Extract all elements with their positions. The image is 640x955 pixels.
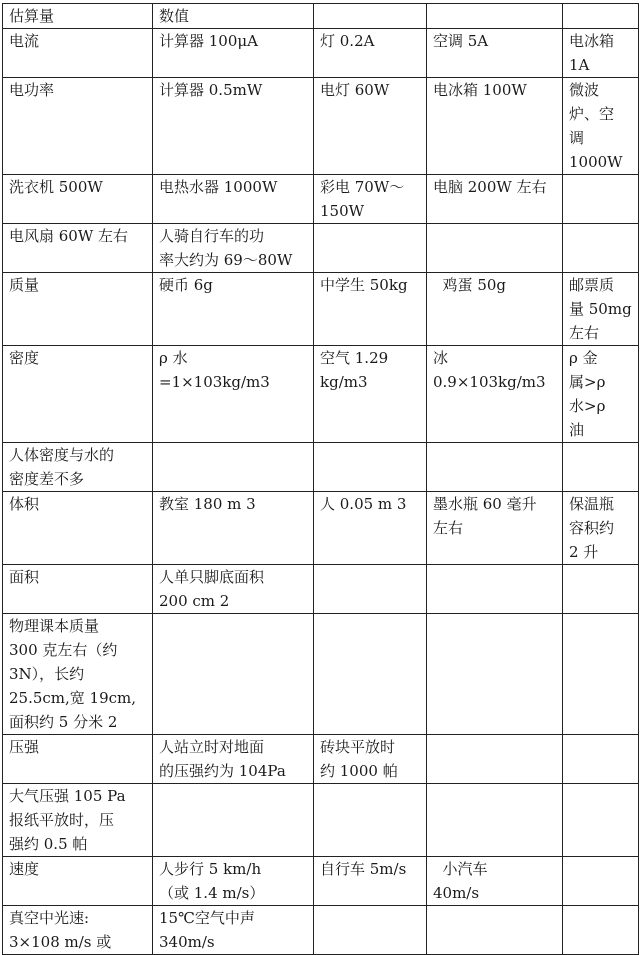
table-cell: ρ 水 =1×103kg/m3 <box>153 346 314 443</box>
table-cell: 空调 5A <box>427 29 563 78</box>
table-cell: 电灯 60W <box>314 78 427 175</box>
table-row <box>3 565 639 614</box>
table-cell: 密度 <box>3 346 153 443</box>
table-cell <box>563 175 639 224</box>
table-cell: 小汽车 40m/s <box>427 857 563 906</box>
table-cell: 灯 0.2A <box>314 29 427 78</box>
table-row <box>3 735 639 784</box>
table-cell <box>153 614 314 735</box>
table-cell <box>563 857 639 906</box>
table-cell <box>427 565 563 614</box>
table-cell: 计算器 0.5mW <box>153 78 314 175</box>
table-cell <box>427 614 563 735</box>
table-row <box>3 273 639 346</box>
table-cell <box>314 443 427 492</box>
table-row <box>3 784 639 857</box>
table-cell: 自行车 5m/s <box>314 857 427 906</box>
table-cell: 空气 1.29 kg/m3 <box>314 346 427 443</box>
table-cell: 体积 <box>3 492 153 565</box>
table-cell <box>427 784 563 857</box>
table-cell <box>314 4 427 29</box>
table-cell: 电冰箱 100W <box>427 78 563 175</box>
table-cell: 硬币 6g <box>153 273 314 346</box>
table-cell <box>314 224 427 273</box>
table-cell <box>153 784 314 857</box>
table-cell: 电脑 200W 左右 <box>427 175 563 224</box>
table-body <box>3 4 639 955</box>
table-cell: 物理课本质量 300 克左右（约 3N），长约 25.5cm,宽 19cm, 面积约 5 分米 2 <box>3 614 153 735</box>
table-cell: 数值 <box>153 4 314 29</box>
table-cell: 电流 <box>3 29 153 78</box>
estimate-table <box>2 3 639 955</box>
table-cell: 彩电 70W～ 150W <box>314 175 427 224</box>
table-row <box>3 492 639 565</box>
table-cell: 质量 <box>3 273 153 346</box>
table-cell <box>314 565 427 614</box>
table-row <box>3 443 639 492</box>
table-cell <box>314 614 427 735</box>
table-cell <box>153 443 314 492</box>
table-cell: 面积 <box>3 565 153 614</box>
table-cell: 计算器 100μA <box>153 29 314 78</box>
table-cell: 人骑自行车的功 率大约为 69～80W <box>153 224 314 273</box>
table-cell <box>563 614 639 735</box>
table-cell <box>563 565 639 614</box>
table-cell: 估算量 <box>3 4 153 29</box>
table-cell: 人单只脚底面积 200 cm 2 <box>153 565 314 614</box>
table-row <box>3 29 639 78</box>
table-cell: 墨水瓶 60 毫升 左右 <box>427 492 563 565</box>
table-cell <box>427 735 563 784</box>
table-cell <box>563 735 639 784</box>
table-cell: 电风扇 60W 左右 <box>3 224 153 273</box>
table-cell: 人 0.05 m 3 <box>314 492 427 565</box>
table-cell: 冰 0.9×103kg/m3 <box>427 346 563 443</box>
table-cell <box>427 4 563 29</box>
table-cell <box>427 906 563 955</box>
table-cell: 鸡蛋 50g <box>427 273 563 346</box>
table-cell: 人步行 5 km/h （或 1.4 m/s） <box>153 857 314 906</box>
table-cell: 人体密度与水的 密度差不多 <box>3 443 153 492</box>
table-cell <box>563 224 639 273</box>
table-cell <box>563 443 639 492</box>
table-cell <box>427 224 563 273</box>
table-row <box>3 906 639 955</box>
table-row <box>3 346 639 443</box>
table-cell: 保温瓶 容积约 2 升 <box>563 492 639 565</box>
table-cell <box>427 443 563 492</box>
table-cell: 洗衣机 500W <box>3 175 153 224</box>
table-cell: 邮票质 量 50mg 左右 <box>563 273 639 346</box>
table-cell: 电功率 <box>3 78 153 175</box>
table-cell: 真空中光速: 3×108 m/s 或 <box>3 906 153 955</box>
table-cell: 压强 <box>3 735 153 784</box>
table-cell: 砖块平放时 约 1000 帕 <box>314 735 427 784</box>
table-cell: ρ 金 属>ρ 水>ρ 油 <box>563 346 639 443</box>
table-cell <box>563 4 639 29</box>
table-cell <box>563 784 639 857</box>
table-cell: 人站立时对地面 的压强约为 104Pa <box>153 735 314 784</box>
table-cell: 15℃空气中声 340m/s <box>153 906 314 955</box>
table-row <box>3 614 639 735</box>
table-row <box>3 224 639 273</box>
table-cell: 电热水器 1000W <box>153 175 314 224</box>
table-cell: 速度 <box>3 857 153 906</box>
table-cell: 大气压强 105 Pa 报纸平放时，压 强约 0.5 帕 <box>3 784 153 857</box>
table-cell: 教室 180 m 3 <box>153 492 314 565</box>
table-cell <box>314 906 427 955</box>
table-row <box>3 4 639 29</box>
table-row <box>3 857 639 906</box>
table-cell: 中学生 50kg <box>314 273 427 346</box>
table-cell: 电冰箱 1A <box>563 29 639 78</box>
table-row <box>3 78 639 175</box>
table-cell <box>563 906 639 955</box>
table-row <box>3 175 639 224</box>
table-cell <box>314 784 427 857</box>
table-cell: 微波 炉、空 调 1000W <box>563 78 639 175</box>
